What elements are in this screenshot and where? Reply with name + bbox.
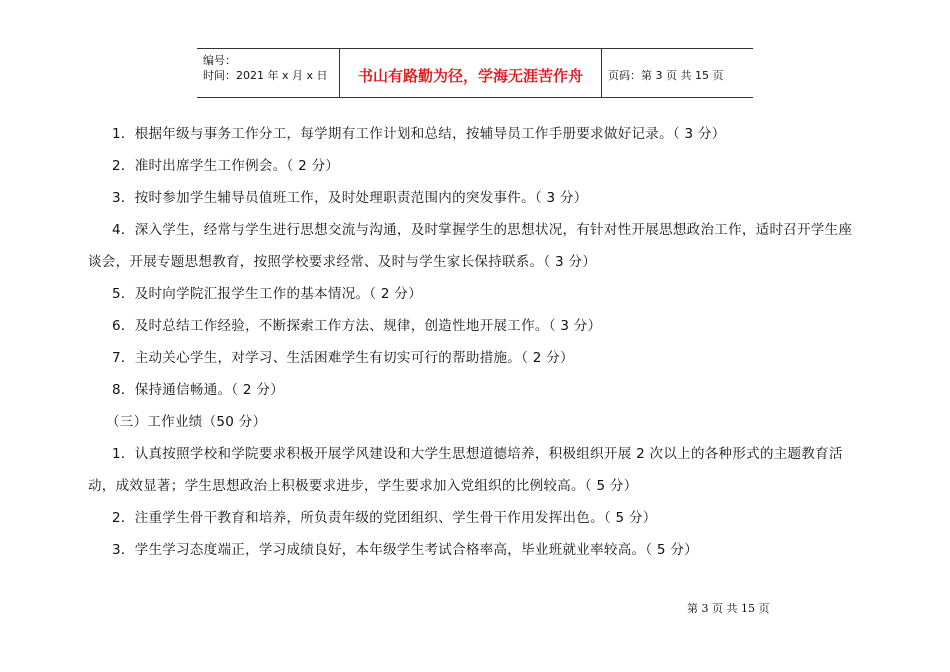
section-title: （三）工作业绩（50 分）	[106, 414, 267, 430]
time-label: 时间：2021 年 x 月 x 日	[203, 69, 328, 82]
page-footer: 第 3 页 共 15 页	[687, 602, 770, 615]
number-label: 编号：	[203, 54, 236, 67]
header-meta	[197, 49, 340, 97]
paragraph-item: 4．深入学生，经常与学生进行思想交流与沟通，及时掌握学生的思想状况，有针对性开展思想政治工作，适时召开学生座谈会，开展专题思想教育，按照学校要求经常、及时与学生家长保持联系。（ 3 分）	[88, 222, 853, 270]
paragraph-item: 3．学生学习态度端正，学习成绩良好，本年级学生考试合格率高，毕业班就业率较高。（ 5 分）	[112, 542, 699, 558]
paragraph-item: 1．根据年级与事务工作分工，每学期有工作计划和总结，按辅导员工作手册要求做好记录。（ 3 分）	[112, 126, 726, 142]
paragraph-item: 2．注重学生骨干教育和培养，所负责年级的党团组织、学生骨干作用发挥出色。（ 5 分）	[112, 510, 657, 526]
document-body	[88, 118, 864, 566]
header-page-label: 页码：第 3 页 共 15 页	[608, 69, 724, 82]
header-motto: 书山有路勤为径，学海无涯苦作舟	[340, 49, 602, 97]
page-header	[197, 48, 753, 98]
paragraph-item: 6．及时总结工作经验，不断探索工作方法、规律，创造性地开展工作。（ 3 分）	[112, 318, 602, 334]
paragraph-item: 8．保持通信畅通。（ 2 分）	[112, 382, 285, 398]
paragraph-item: 1．认真按照学校和学院要求积极开展学风建设和大学生思想道德培养，积极组织开展 2 次以上的各种形式的主题教育活动，成效显著；学生思想政治上积极要求进步，学生要求加入党组织的比例较高。（ 5 分）	[88, 446, 843, 494]
paragraph-item: 2．准时出席学生工作例会。（ 2 分）	[112, 158, 340, 174]
paragraph-item: 3．按时参加学生辅导员值班工作，及时处理职责范围内的突发事件。（ 3 分）	[112, 190, 588, 206]
paragraph-item: 5．及时向学院汇报学生工作的基本情况。（ 2 分）	[112, 286, 423, 302]
paragraph-item: 7．主动关心学生，对学习、生活困难学生有切实可行的帮助措施。（ 2 分）	[112, 350, 574, 366]
